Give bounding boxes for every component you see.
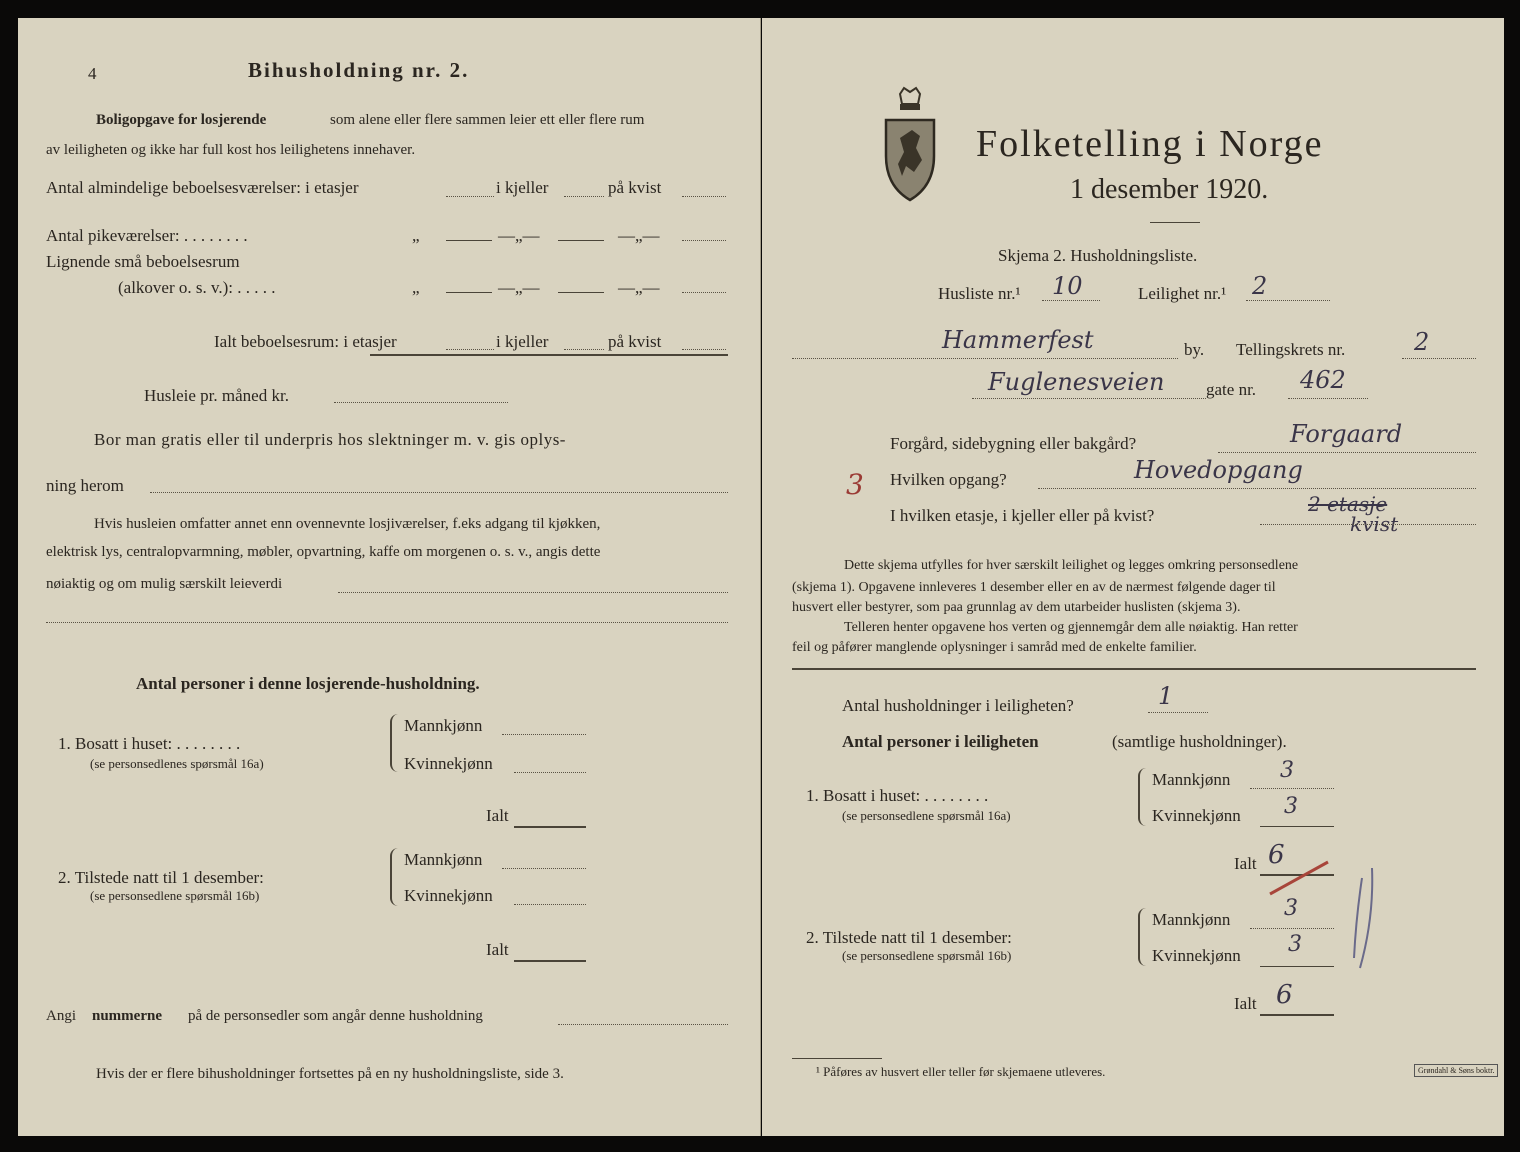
husliste-value[interactable]: 10 — [1052, 272, 1083, 300]
q2-kvinne-field[interactable] — [514, 904, 586, 905]
rooms-label: Antal almindelige beboelsesværelser: i etasjer — [46, 178, 359, 197]
ialt-etasjer-field[interactable] — [446, 349, 494, 350]
intro-bold: Boligopgave for losjerende — [96, 112, 267, 128]
hvis-line2: elektrisk lys, centralopvarmning, møbler, opvartning, kaffe om morgenen o. s. v., angis dette — [46, 544, 601, 560]
husliste-label: Husliste nr.¹ — [938, 284, 1021, 303]
ialt-kjeller-label: i kjeller — [496, 332, 549, 351]
census-date: 1 desember 1920. — [1070, 174, 1269, 205]
r-q2-ialt-value[interactable]: 6 — [1276, 980, 1293, 1010]
hvis-line3: nøiaktig og om mulig særskilt leieverdi — [46, 576, 283, 592]
q1-kvinne-label: Kvinnekjønn — [404, 754, 493, 773]
opgang-value[interactable]: Hovedopgang — [1134, 456, 1303, 484]
r-q2-kvinne-label: Kvinnekjønn — [1152, 946, 1241, 965]
forgard-value[interactable]: Forgaard — [1290, 420, 1403, 448]
r-q2-brace — [1138, 908, 1150, 966]
q1-label: 1. Bosatt i huset: . . . . . . . . — [58, 734, 241, 753]
r-q2-kvinne-field — [1260, 966, 1334, 967]
info-line5: feil og påfører manglende oplysninger i samråd med de enkelte familier. — [792, 640, 1197, 655]
intro-rest: som alene eller flere sammen leier ett eller flere rum — [330, 112, 645, 128]
bihusholdning-title: Bihusholdning nr. 2. — [248, 58, 470, 82]
info-line1: Dette skjema utfylles for hver særskilt leilighet og legges omkring personsedlene — [844, 558, 1299, 573]
q1-brace — [390, 714, 402, 772]
opgang-field — [1038, 488, 1476, 489]
left-page — [18, 18, 761, 1136]
tally-marks-icon — [1262, 838, 1502, 978]
r-q1-brace — [1138, 768, 1150, 826]
leilighet-label: Leilighet nr.¹ — [1138, 284, 1227, 303]
etasje-value[interactable]: kvist — [1350, 512, 1399, 536]
by-value[interactable]: Hammerfest — [942, 326, 1094, 354]
rooms-kvist-label: på kvist — [608, 178, 662, 197]
by-field — [792, 358, 1178, 359]
footnote-rule — [792, 1058, 882, 1059]
husleie-field[interactable] — [334, 402, 508, 403]
r-q1-kvinne-field — [1260, 826, 1334, 827]
ialt-underline — [370, 354, 728, 356]
pike-label: Antal pikeværelser: . . . . . . . . — [46, 226, 248, 245]
antal-hush-value[interactable]: 1 — [1158, 682, 1174, 710]
q2-label: 2. Tilstede natt til 1 desember: — [58, 868, 264, 887]
pike-kjeller-field[interactable] — [558, 240, 604, 241]
lign-kvist-field[interactable] — [682, 292, 726, 293]
gate-nr-field — [1288, 398, 1368, 399]
leilighet-value[interactable]: 2 — [1252, 272, 1268, 300]
gate-nr-value[interactable]: 462 — [1300, 366, 1346, 394]
husliste-field — [1042, 300, 1100, 301]
footer-note: Hvis der er flere bihusholdninger fortsettes på en ny husholdningsliste, side 3. — [96, 1066, 564, 1082]
etasje-struck-value[interactable]: 2 etasje — [1308, 492, 1388, 516]
antal-pers-bold: Antal personer i leiligheten — [842, 732, 1039, 751]
gate-label: gate nr. — [1206, 380, 1257, 399]
pike-dash-1: —„— — [498, 226, 540, 245]
krets-field — [1402, 358, 1476, 359]
angi-bold: nummerne — [92, 1008, 162, 1024]
antal-hush-field — [1148, 712, 1208, 713]
lign-etasjer-field[interactable] — [446, 292, 492, 293]
r-q1-mann-field — [1250, 788, 1334, 789]
r-q2-mann-label: Mannkjønn — [1152, 910, 1231, 929]
lign-dash-1: —„— — [498, 278, 540, 297]
r-q2-mann-value[interactable]: 3 — [1284, 896, 1298, 921]
right-page — [762, 18, 1504, 1136]
bor-line1: Bor man gratis eller til underpris hos slektninger m. v. gis oplys- — [94, 430, 566, 449]
lign-kjeller-field[interactable] — [558, 292, 604, 293]
r-q1-mann-label: Mannkjønn — [1152, 770, 1231, 789]
gate-value[interactable]: Fuglenesveien — [988, 368, 1165, 396]
lign-dash-2: —„— — [618, 278, 660, 297]
page-mark: 4 — [88, 64, 97, 83]
info-divider — [792, 668, 1476, 670]
lign-ditto: „ — [412, 278, 420, 297]
antal-pers-rest: (samtlige husholdninger). — [1112, 732, 1287, 751]
r-q1-kvinne-value[interactable]: 3 — [1284, 794, 1298, 819]
r-q2-ialt-field — [1260, 1014, 1334, 1016]
krets-label: Tellingskrets nr. — [1236, 340, 1346, 359]
rooms-etasjer-field[interactable] — [446, 196, 494, 197]
opgang-label: Hvilken opgang? — [890, 470, 1007, 489]
ialt-rooms-label: Ialt beboelsesrum: i etasjer — [214, 332, 397, 351]
angi-field[interactable] — [558, 1024, 728, 1025]
hvis-field-2[interactable] — [46, 622, 728, 623]
coat-of-arms-icon — [882, 86, 938, 204]
q1-sub: (se personsedlenes spørsmål 16a) — [90, 756, 264, 771]
info-line4: Telleren henter opgavene hos verten og gjennemgår dem alle nøiaktig. Han retter — [844, 620, 1298, 635]
antal-heading: Antal personer i denne losjerende-husholdning. — [136, 674, 480, 693]
ialt-kvist-field[interactable] — [682, 349, 726, 350]
r-q1-mann-value[interactable]: 3 — [1280, 758, 1294, 783]
ialt-kvist-label: på kvist — [608, 332, 662, 351]
by-label: by. — [1184, 340, 1205, 359]
q1-ialt-label: Ialt — [486, 806, 509, 825]
q2-mann-label: Mannkjønn — [404, 850, 483, 869]
rooms-kjeller-field[interactable] — [564, 196, 604, 197]
lign-label2: (alkover o. s. v.): . . . . . — [118, 278, 276, 297]
info-line2: (skjema 1). Opgavene innleveres 1 desember eller en av de nærmest følgende dager til — [792, 580, 1276, 595]
q1-ialt-field[interactable] — [514, 826, 586, 828]
title-divider — [1150, 222, 1200, 223]
r-q1-ialt-label: Ialt — [1234, 854, 1257, 873]
census-title: Folketelling i Norge — [976, 123, 1324, 165]
r-q1-label: 1. Bosatt i huset: . . . . . . . . — [806, 786, 989, 805]
rooms-kjeller-label: i kjeller — [496, 178, 549, 197]
bor-field[interactable] — [150, 492, 728, 493]
lign-label1: Lignende små beboelsesrum — [46, 252, 240, 271]
q2-sub: (se personsedlene spørsmål 16b) — [90, 888, 260, 903]
hvis-line1: Hvis husleien omfatter annet enn ovennevnte losjiværelser, f.eks adgang til kjøkken, — [94, 516, 601, 532]
margin-mark: 3 — [846, 468, 864, 501]
r-q2-ialt-label: Ialt — [1234, 994, 1257, 1013]
q1-kvinne-field[interactable] — [514, 772, 586, 773]
q2-ialt-field[interactable] — [514, 960, 586, 962]
printer-stamp: Grøndahl & Søns boktr. — [1414, 1064, 1498, 1077]
r-q2-sub: (se personsedlene spørsmål 16b) — [842, 948, 1012, 963]
r-q2-mann-field — [1250, 928, 1334, 929]
intro-line2: av leiligheten og ikke har full kost hos leilighetens innehaver. — [46, 142, 416, 158]
r-q2-label: 2. Tilstede natt til 1 desember: — [806, 928, 1012, 947]
q2-kvinne-label: Kvinnekjønn — [404, 886, 493, 905]
angi-word: Angi — [46, 1008, 76, 1024]
krets-value[interactable]: 2 — [1414, 328, 1430, 356]
footnote: ¹ Påføres av husvert eller teller før skjemaene utleveres. — [816, 1064, 1106, 1079]
pike-etasjer-field[interactable] — [446, 240, 492, 241]
pike-kvist-field[interactable] — [682, 240, 726, 241]
r-q1-ialt-value[interactable]: 6 — [1268, 840, 1285, 870]
pike-dash-2: —„— — [618, 226, 660, 245]
etasje-label: I hvilken etasje, i kjeller eller på kvist? — [890, 506, 1155, 525]
bor-line2: ning herom — [46, 476, 124, 495]
hvis-field[interactable] — [338, 592, 728, 593]
q2-ialt-label: Ialt — [486, 940, 509, 959]
q2-brace — [390, 848, 402, 906]
forgard-label: Forgård, sidebygning eller bakgård? — [890, 434, 1137, 453]
q2-mann-field[interactable] — [502, 868, 586, 869]
etasje-field — [1260, 524, 1476, 525]
rooms-kvist-field[interactable] — [682, 196, 726, 197]
skjema-label: Skjema 2. Husholdningsliste. — [998, 246, 1198, 265]
antal-hush-label: Antal husholdninger i leiligheten? — [842, 696, 1074, 715]
leilighet-field — [1246, 300, 1330, 301]
info-line3: husvert eller bestyrer, som paa grunnlag av dem utarbeider huslisten (skjema 3). — [792, 600, 1241, 615]
q1-mann-field[interactable] — [502, 734, 586, 735]
r-q2-kvinne-value[interactable]: 3 — [1288, 932, 1302, 957]
gate-field — [972, 398, 1206, 399]
r-q1-sub: (se personsedlene spørsmål 16a) — [842, 808, 1011, 823]
r-q1-kvinne-label: Kvinnekjønn — [1152, 806, 1241, 825]
q1-mann-label: Mannkjønn — [404, 716, 483, 735]
ialt-kjeller-field[interactable] — [564, 349, 604, 350]
angi-rest: på de personsedler som angår denne husholdning — [188, 1008, 483, 1024]
pike-ditto: „ — [412, 226, 420, 245]
husleie-label: Husleie pr. måned kr. — [144, 386, 289, 405]
forgard-field — [1218, 452, 1476, 453]
